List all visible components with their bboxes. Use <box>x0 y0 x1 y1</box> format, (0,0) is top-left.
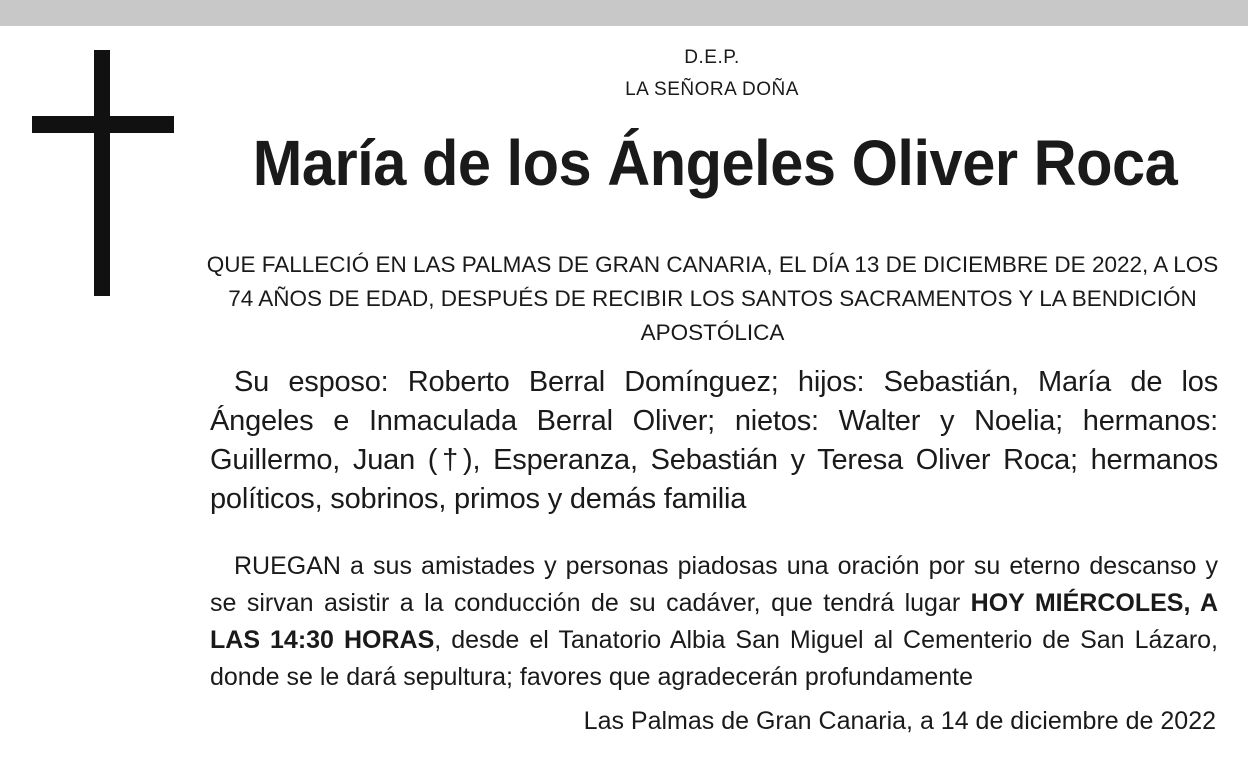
request-text-1: RUEGAN a sus amistades y personas piadosas una oración por su eterno descanso y se sirvan asistir a la conducción de su cadáver, que tendrá lugar <box>210 552 1218 617</box>
dateline: Las Palmas de Gran Canaria, a 14 de diciembre de 2022 <box>583 707 1216 735</box>
family-list: Su esposo: Roberto Berral Domínguez; hijos: Sebastián, María de los Ángeles e Inmaculada Berral Oliver; nietos: Walter y Noelia; hermanos: Guillermo, Juan (†), Esperanza, Sebastián y Teresa Oliver Roca; hermanos políticos, sobrinos, primos y demás familia <box>210 366 1218 515</box>
cross-icon <box>32 50 174 296</box>
deceased-name: María de los Ángeles Oliver Roca <box>252 127 1178 199</box>
request-text-2: , desde el Tanatorio Albia San Miguel al Cementerio de San Lázaro, donde se le dará sepultura; favores que agradecerán profundamente <box>210 626 1218 691</box>
death-info: QUE FALLECIÓ EN LAS PALMAS DE GRAN CANARIA, EL DÍA 13 DE DICIEMBRE DE 2022, A LOS 74 AÑOS DE EDAD, DESPUÉS DE RECIBIR LOS SANTOS SACRAMENTOS Y LA BENDICIÓN APOSTÓLICA <box>206 252 1219 345</box>
obituary-notice <box>0 26 1248 770</box>
funeral-request <box>210 548 1218 696</box>
request-time: HOY MIÉRCOLES, A LAS 14:30 HORAS <box>210 589 1218 654</box>
title-label: LA SEÑORA DOÑA <box>625 79 799 100</box>
dep-label: D.E.P. <box>684 47 740 68</box>
